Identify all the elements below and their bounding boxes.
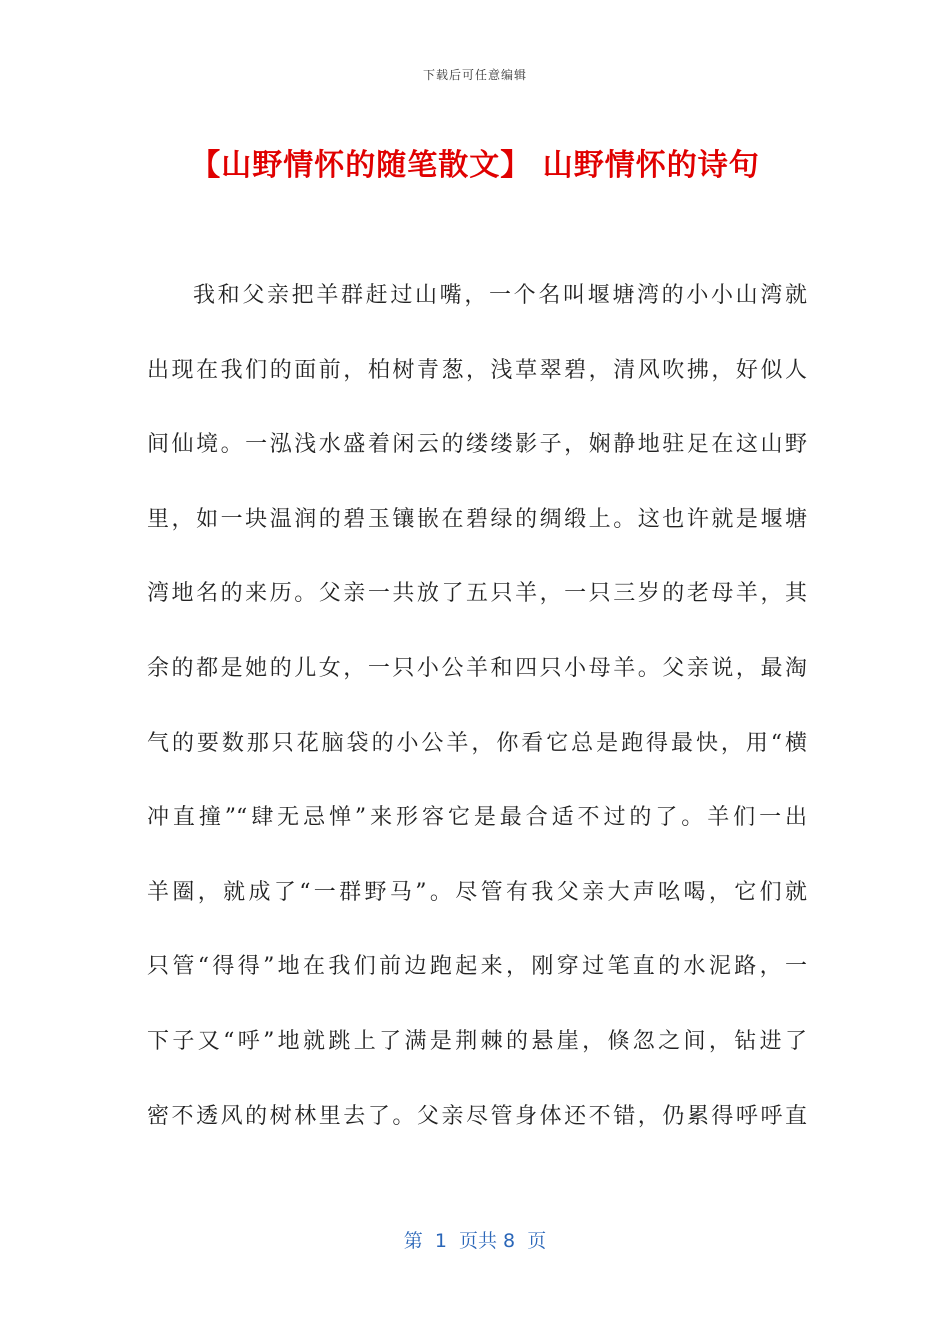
body-line: 下子又“呼”地就跳上了满是荆棘的悬崖，倏忽之间，钻进了: [147, 1028, 807, 1054]
body-line: 出现在我们的面前，柏树青葱，浅草翠碧，清风吹拂，好似人: [147, 357, 807, 383]
body-line: 羊圈，就成了“一群野马”。尽管有我父亲大声吆喝，它们就: [147, 879, 807, 905]
document-title: 【山野情怀的随笔散文】 山野情怀的诗句: [190, 148, 760, 183]
body-line: 我和父亲把羊群赶过山嘴，一个名叫堰塘湾的小小山湾就: [193, 283, 807, 308]
body-line: 湾地名的来历。父亲一共放了五只羊，一只三岁的老母羊，其: [147, 581, 807, 607]
body-line: 里，如一块温润的碧玉镶嵌在碧绿的绸缎上。这也许就是堰塘: [147, 506, 807, 532]
body-line: 间仙境。一泓浅水盛着闲云的缕缕影子，娴静地驻足在这山野: [147, 432, 807, 458]
header-note: 下载后可任意编辑: [422, 68, 527, 82]
body-line: 气的要数那只花脑袋的小公羊，你看它总是跑得最快，用“横: [147, 730, 807, 756]
page-number-footer: 第 1 页共 8 页: [403, 1230, 547, 1252]
body-line: 余的都是她的儿女，一只小公羊和四只小母羊。父亲说，最淘: [147, 655, 807, 681]
body-line: 密不透风的树林里去了。父亲尽管身体还不错，仍累得呼呼直: [147, 1103, 807, 1129]
body-text: [147, 276, 807, 1171]
body-line: 冲直撞”“肆无忌惮”来形容它是最合适不过的了。羊们一出: [147, 805, 807, 831]
body-line: 只管“得得”地在我们前边跑起来，刚穿过笔直的水泥路，一: [147, 954, 807, 980]
